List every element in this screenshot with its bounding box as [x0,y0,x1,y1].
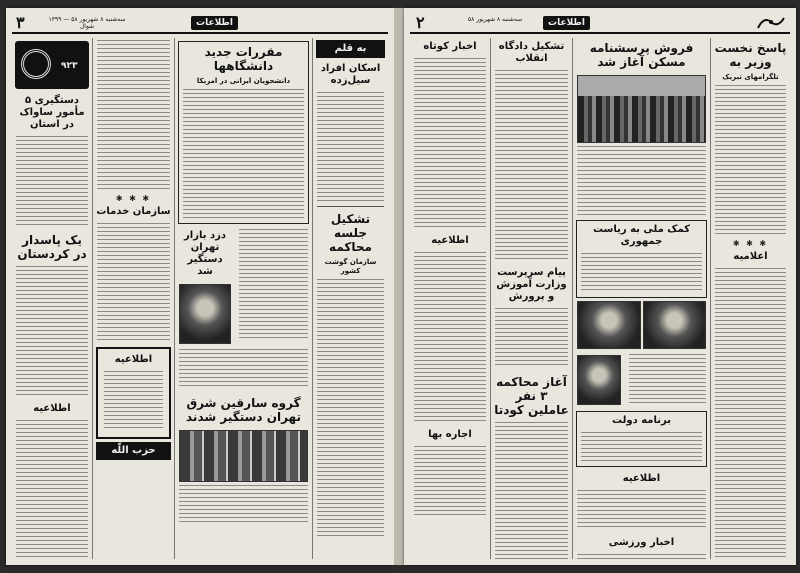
boxed-story [576,411,707,467]
headline: دستگیری ۵ مأمور ساواک در استان [19,95,85,130]
headline: گروه سارقین شرق تهران دستگیر شدند [186,396,301,424]
article-text [16,136,88,226]
left-column-c [174,38,312,559]
left-column-b [92,38,174,559]
headline: اخبار کوتاه [423,41,477,52]
headline: اطلاعیه [431,235,469,246]
subheadline: دانشجویان ایرانی در امریکا [196,77,291,85]
left-page [6,8,394,565]
left-page-header [12,14,388,34]
queue-photo [577,75,706,143]
portrait-row [577,301,706,349]
portrait-photo [577,355,621,405]
headline: اطلاعیه [622,473,661,484]
announcement-box [96,347,171,439]
right-page-header [410,14,790,34]
left-page-number: ۳ [16,13,25,32]
phone-ad-number: ۹۲۳ [61,61,78,71]
phone-dial-icon [21,49,51,79]
article-text [414,446,486,516]
headline: اجاره بها [428,429,472,440]
article-text [581,432,702,462]
left-issue-line: سه‌شنبه ۸ شهریور ۵۸ — ۱۳۹۹ شوال [48,16,126,30]
right-columns [410,38,790,559]
headline: کمک ملی به ریاست جمهوری [592,224,691,247]
suspect-photo [179,284,231,344]
article-text [97,223,170,343]
separator-stars: ✱ ✱ ✱ [732,239,769,248]
article-text [414,252,486,422]
headline: تشکیل دادگاه انقلاب [498,41,565,64]
headline: یک پاسدار در کردستان [17,233,87,261]
portrait-photo [577,301,641,349]
left-column-d [312,38,388,559]
right-column-a [710,38,790,559]
article-text [179,485,308,525]
article-text [104,371,163,431]
article-text [16,266,88,396]
article-text [179,349,308,389]
right-page [404,8,796,565]
left-column-a [12,38,92,559]
headline: اسکان افراد سیل‌زده [320,63,381,86]
article-text [577,146,706,216]
article-text [629,354,706,404]
article-text [414,58,486,228]
article-text [715,85,786,235]
article-text [715,268,786,558]
headline: پیام سرپرست وزارت آموزش و پرورش [496,267,567,302]
right-issue-line: سه‌شنبه ۸ شهریور ۵۸ [467,16,523,23]
right-masthead: اطلاعات [543,16,590,30]
right-column-d [410,38,490,559]
article-text [577,554,706,559]
mugshot-story [175,227,312,347]
left-columns [12,38,388,559]
article-text [495,422,568,559]
portrait-story [573,352,710,408]
article-text [16,420,88,559]
headline: پاسخ نخست وزیر به [714,41,787,69]
subheadline: سازمان گوشت کشور [324,258,377,275]
bottom-ad-banner: حزب اللّه [96,442,171,460]
headline: فروش پرسشنامه مسکن آغاز شد [589,41,694,69]
headline: اطلاعیه [33,403,71,414]
left-masthead: اطلاعات [191,16,238,30]
article-text [577,490,706,530]
article-text [317,92,384,202]
divider [317,206,384,207]
article-text [97,40,170,190]
headline: سازمان خدمات [96,206,171,217]
article-text [239,229,308,339]
article-text [317,279,384,539]
right-column-b [572,38,710,559]
article-text [581,253,702,293]
boxed-story [576,220,707,298]
article-text [495,308,568,368]
lead-story-box [178,41,309,224]
separator-stars: ✱ ✱ ✱ [115,194,152,203]
right-page-number: ۲ [416,13,425,32]
page-gutter [394,8,404,565]
portrait-photo [643,301,707,349]
right-column-c [490,38,572,559]
mugshot-block [175,227,235,347]
article-text [183,89,304,219]
headline: دزد بازار تهران دستگیر شد [184,230,226,277]
headline: آغاز محاکمه ۳ نفر عاملین کودتا [494,375,569,417]
headline: تشکیل جلسه محاکمه [329,212,372,254]
subheadline: تلگرامهای تبریک [722,73,779,81]
headline: اطلاعیه [114,354,153,365]
arrested-group-photo [179,430,308,482]
headline: برنامه دولت [612,415,671,426]
article-text [495,70,568,260]
headline: اخبار ورزشی [608,537,675,548]
newspaper-logo-icon [756,14,786,32]
column-title-box: به قلم [316,40,385,58]
telephone-advertisement [15,41,89,89]
headline: اعلامیه [733,251,768,262]
headline: مقررات جدید دانشگاهها [204,45,283,73]
